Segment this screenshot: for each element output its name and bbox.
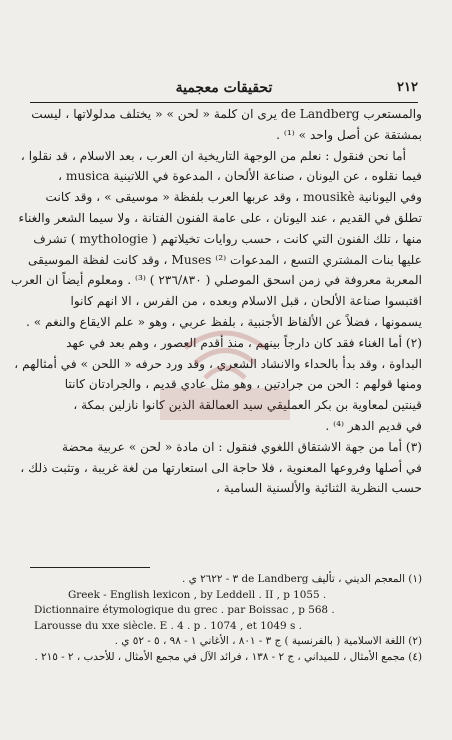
- body-line: (٢) أما الغناء فقد كان دارجاً بينهم ، منذ أقدم العصور ، وهم بعد في عهد: [66, 335, 422, 350]
- body-line: المعربة معروفة في زمن اسحق الموصلي ( ٢٣٦/٨٣٠ ) ⁽³⁾ . ومعلوم أيضاً ان العرب: [11, 273, 422, 288]
- footnote-line: Dictionnaire étymologique du grec . par Boissac , p 568 .: [34, 604, 335, 617]
- page-header: [30, 80, 418, 103]
- footnote-line: (٢) اللغة الاسلامية ( بالفرنسية ) ج ٣ - ٨٠١ ، الأغاني ١ - ٩٨ ، ٥ - ٥٢ ي .: [114, 635, 422, 648]
- footnote-line: (١) المعجم الديني ، تأليف de Landberg ٣ - ٢٦٢٢ ي .: [182, 573, 422, 585]
- body-line: في قديم الدهر ⁽⁴⁾ .: [325, 418, 422, 433]
- body-line: ومنها قولهم : الحن من جرادتين ، وهو مثل عادي قديم ، والجرادتان كانتا: [64, 377, 422, 392]
- footnote-line: (٤) مجمع الأمثال ، للميداني ، ج ٢ - ١٣٨ ، فرائد الآل في مجمع الأمثال ، للأحدب ، ٢ - ٢١٥ .: [34, 650, 422, 663]
- body-line: فيما نقلوه ، عن اليونان ، صناعة الألحان ، المدعوة في اللاتينية musica ،: [58, 169, 422, 184]
- body-line: يسمونها ، فضلاً عن الألفاظ الأجنبية ، بلفظ عربي ، وهو « علم الايقاع والنغم » .: [25, 314, 422, 329]
- body-line: وفي اليونانية mousikè ، وقد عربها العرب بلفظة « موسيقى » ، وقد كانت: [45, 190, 422, 205]
- body-line: في أصلها وفروعها المعنوية ، فلا حاجة الى استعارتها من لغة غريبة ، وتثبت ذلك ،: [20, 460, 422, 475]
- body-line: البداوة ، وقد بدأ بالحداء والانشاد الشعري ، وقد ورد حرفه « اللحن » في أمثالهم ،: [14, 356, 422, 371]
- body-line: بمشتقة عن أصل واحد » ⁽¹⁾ .: [276, 127, 422, 142]
- body-text: [11, 104, 422, 499]
- footnotes: [28, 572, 422, 666]
- body-line: اقتبسوا صناعة الألحان ، قبل الاسلام وبعده ، من الفرس ، الا انهم كانوا: [70, 294, 422, 309]
- body-line: عليها بنات المشتري التسع ، المدعوات Muses ⁽²⁾ ، وقد كانت لفظة الموسيقى: [28, 252, 422, 267]
- body-line: (٣) أما من جهة الاشتقاق اللغوي فنقول : ان مادة « لحن » عربية محضة: [61, 439, 422, 454]
- body-line: أما نحن فنقول : نعلم من الوجهة التاريخية ان العرب ، بعد الاسلام ، قد نقلوا ،: [20, 148, 406, 163]
- body-line: تطلق في القديم ، عند اليونان ، على عامة الفنون الفتانة ، ولا سيما الشعر والغناء: [18, 210, 422, 225]
- footnote-line: Greek - English lexicon , by Leddell . II , p 1055 .: [68, 588, 327, 601]
- body-line: والمستعرب de Landberg يرى ان كلمة « لحن » « يختلف مدلولاتها ، ليست: [31, 107, 422, 121]
- page-number: ٢١٢: [397, 80, 418, 95]
- running-title: تحقيقات معجمية: [175, 80, 273, 96]
- footnote-line: Larousse du xxe siècle. E . 4 . p . 1074 , et 1049 s .: [34, 619, 302, 632]
- footnote-divider: [30, 567, 150, 568]
- body-line: قينتين لمعاوية بن بكر العمليقي سيد العمالقة الذين كانوا نازلين بمكة ،: [73, 398, 422, 413]
- body-line: منها ، تلك الفنون التي كانت ، حسب روايات تخيلاتهم ( mythologie ) تشرف: [33, 231, 422, 246]
- body-line: حسب النظرية الثنائية والألسنية السامية ،: [216, 481, 422, 496]
